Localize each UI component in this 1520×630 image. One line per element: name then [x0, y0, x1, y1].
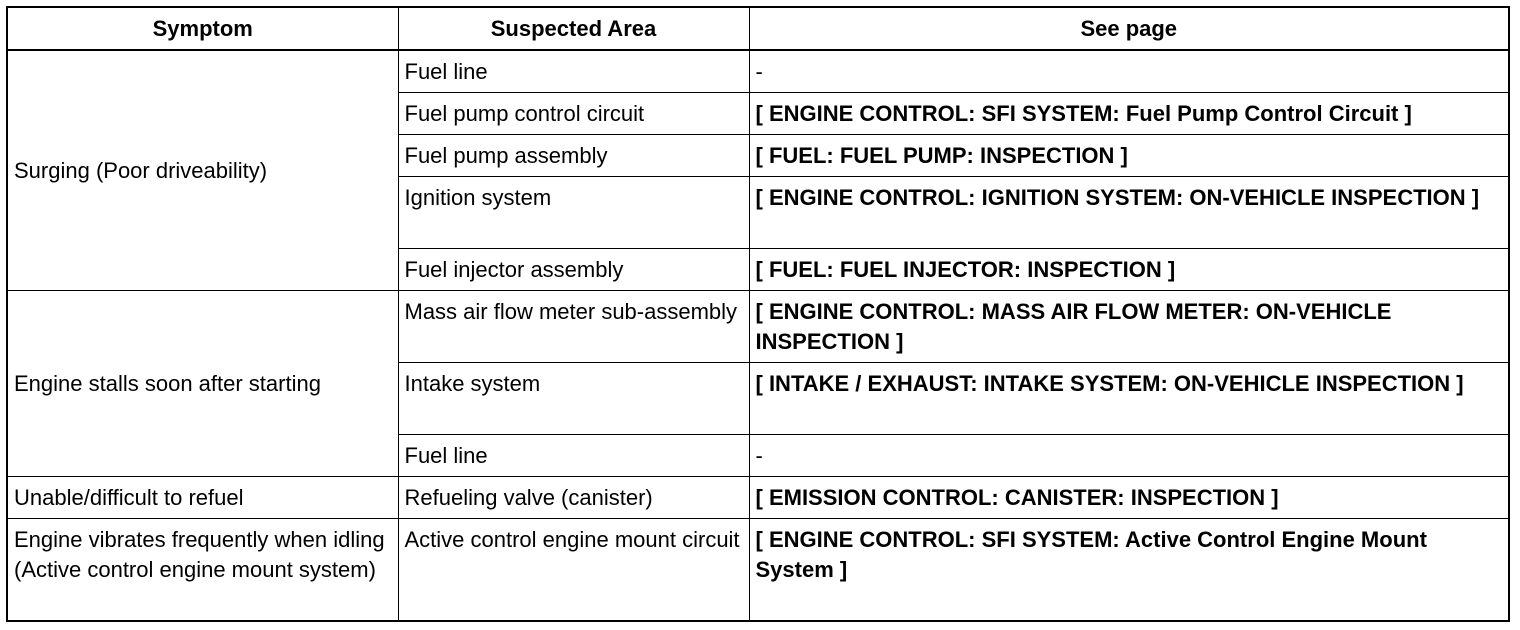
header-row — [7, 7, 1509, 50]
see-page-cell: [ ENGINE CONTROL: IGNITION SYSTEM: ON-VEHICLE INSPECTION ] — [749, 177, 1509, 249]
suspected-area-cell: Mass air flow meter sub-assembly — [398, 291, 749, 363]
symptom-cell: Engine vibrates frequently when idling (Active control engine mount system) — [7, 519, 398, 621]
suspected-area-cell: Fuel pump control circuit — [398, 93, 749, 135]
see-page-cell: [ FUEL: FUEL INJECTOR: INSPECTION ] — [749, 249, 1509, 291]
see-page-cell: [ EMISSION CONTROL: CANISTER: INSPECTION ] — [749, 477, 1509, 519]
see-page-cell: [ INTAKE / EXHAUST: INTAKE SYSTEM: ON-VEHICLE INSPECTION ] — [749, 363, 1509, 435]
header-see-page: See page — [749, 7, 1509, 50]
header-suspected-area: Suspected Area — [398, 7, 749, 50]
suspected-area-cell: Fuel pump assembly — [398, 135, 749, 177]
see-page-cell: [ FUEL: FUEL PUMP: INSPECTION ] — [749, 135, 1509, 177]
see-page-cell: [ ENGINE CONTROL: SFI SYSTEM: Fuel Pump Control Circuit ] — [749, 93, 1509, 135]
table-row — [7, 50, 1509, 93]
symptom-cell: Surging (Poor driveability) — [7, 50, 398, 291]
symptom-cell: Engine stalls soon after starting — [7, 291, 398, 477]
suspected-area-cell: Fuel line — [398, 50, 749, 93]
symptom-cell: Unable/difficult to refuel — [7, 477, 398, 519]
see-page-cell: [ ENGINE CONTROL: SFI SYSTEM: Active Control Engine Mount System ] — [749, 519, 1509, 621]
symptom-table — [6, 6, 1510, 622]
table-row — [7, 519, 1509, 621]
suspected-area-cell: Fuel line — [398, 435, 749, 477]
see-page-cell: [ ENGINE CONTROL: MASS AIR FLOW METER: ON-VEHICLE INSPECTION ] — [749, 291, 1509, 363]
suspected-area-cell: Intake system — [398, 363, 749, 435]
see-page-cell: - — [749, 50, 1509, 93]
table-row — [7, 477, 1509, 519]
see-page-cell: - — [749, 435, 1509, 477]
suspected-area-cell: Active control engine mount circuit — [398, 519, 749, 621]
suspected-area-cell: Ignition system — [398, 177, 749, 249]
header-symptom: Symptom — [7, 7, 398, 50]
suspected-area-cell: Refueling valve (canister) — [398, 477, 749, 519]
table-row — [7, 291, 1509, 363]
suspected-area-cell: Fuel injector assembly — [398, 249, 749, 291]
